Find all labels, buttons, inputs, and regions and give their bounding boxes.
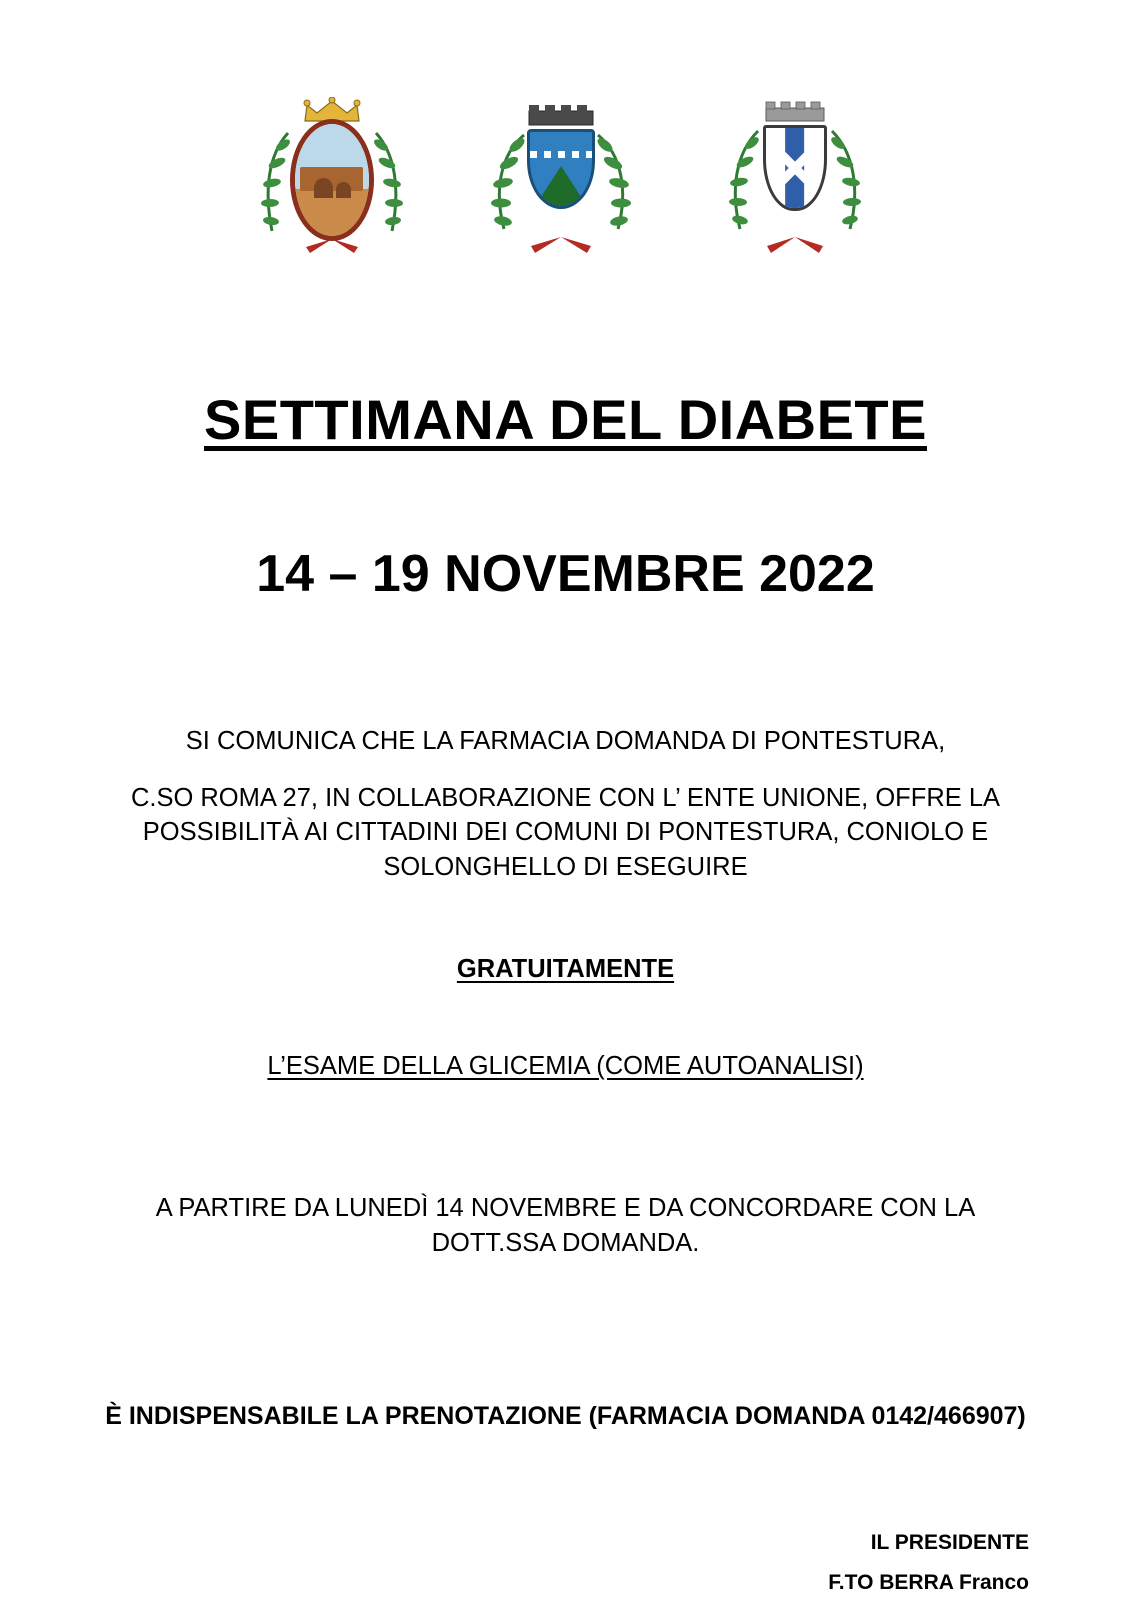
solonghello-shield: [763, 125, 827, 211]
laurel-branch-left-icon: [258, 131, 292, 235]
laurel-branch-right-icon: [372, 131, 406, 235]
announcement-body: [60, 724, 1071, 885]
signature-block: [60, 1523, 1071, 1603]
mural-crown-icon: [763, 99, 827, 123]
free-of-charge-highlight: GRATUITAMENTE: [456, 954, 675, 983]
signature-role: IL PRESIDENTE: [870, 1531, 1029, 1555]
oak-branch-right-icon: [594, 133, 634, 233]
laurel-branch-left-icon: [488, 133, 528, 233]
pontestura-shield-oval: [290, 119, 374, 241]
availability-note: A PARTIRE DA LUNEDÌ 14 NOVEMBRE E DA CONCORDARE CON LA DOTT.SSA DOMANDA.: [155, 1193, 976, 1258]
solonghello-coat-of-arms-icon: [720, 97, 870, 257]
coniolo-coat-of-arms-icon: [486, 97, 636, 257]
coniolo-shield: [527, 129, 595, 209]
pontestura-coat-of-arms-icon: [262, 97, 402, 257]
announcement-line-1: SI COMUNICA CHE LA FARMACIA DOMANDA DI PONTESTURA,: [185, 727, 946, 755]
oak-branch-right-icon: [828, 129, 866, 233]
mural-crown-icon: [525, 101, 597, 127]
booking-requirement: È INDISPENSABILE LA PRENOTAZIONE (FARMACIA DOMANDA 0142/466907): [105, 1402, 1026, 1431]
ribbon-icon: [765, 235, 825, 257]
announcement-line-2: C.SO ROMA 27, IN COLLABORAZIONE CON L’ ENTE UNIONE, OFFRE LA POSSIBILITÀ AI CITTADINI DEI COMUNI DI PONTESTURA, CONIOLO E SOLONGHELLO DI ESEGUIRE: [130, 783, 1001, 882]
signature-name: F.TO BERRA Franco: [828, 1570, 1029, 1594]
page-title: SETTIMANA DEL DIABETE: [204, 388, 927, 451]
laurel-branch-left-icon: [724, 129, 762, 233]
coat-of-arms-row: [60, 0, 1071, 257]
event-date-range: 14 – 19 NOVEMBRE 2022: [256, 545, 875, 603]
ribbon-icon: [529, 235, 593, 257]
exam-description: L’ESAME DELLA GLICEMIA (COME AUTOANALISI): [267, 1051, 864, 1080]
